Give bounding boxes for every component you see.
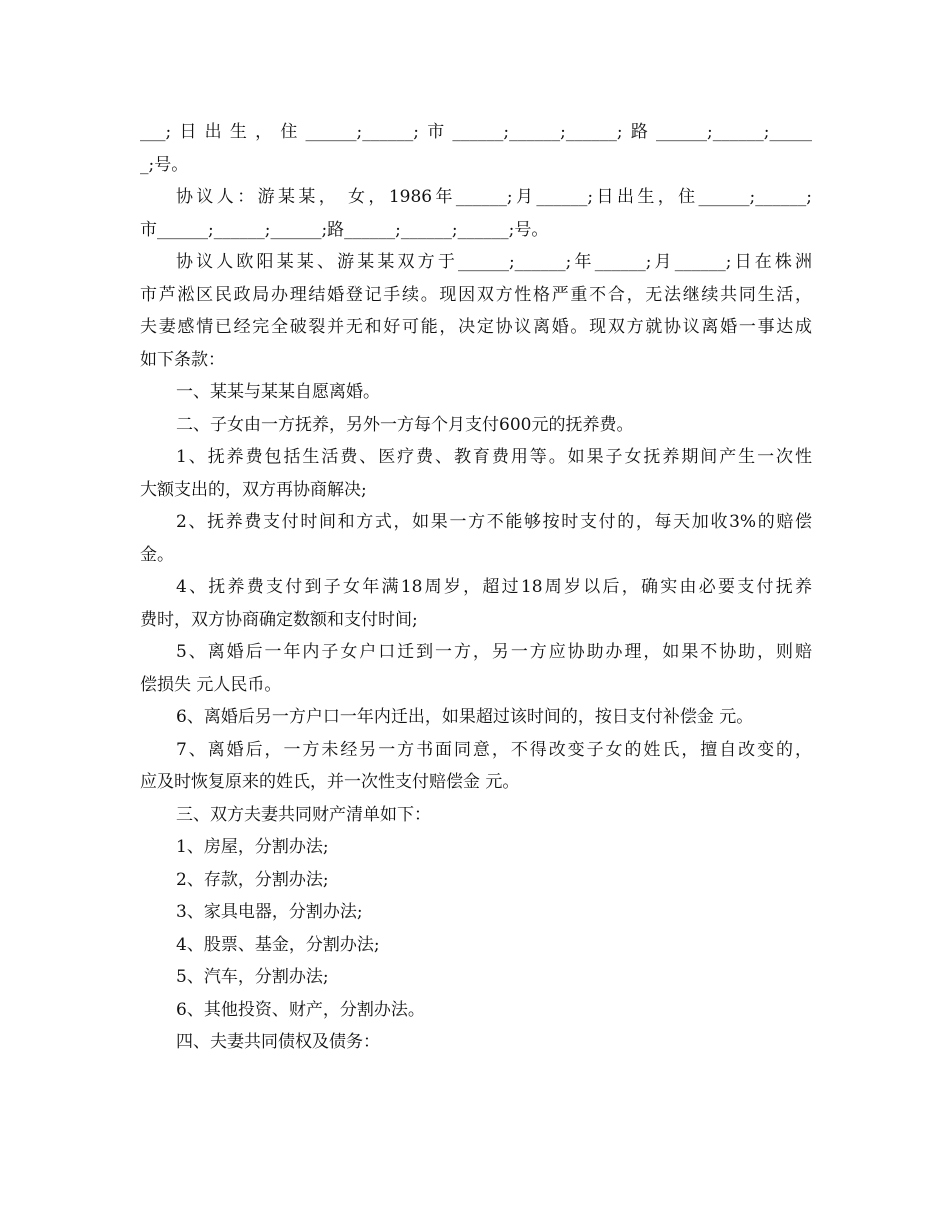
document-line: 协议人：游某某， 女，1986年______;月______;日出生，住______;______; — [176, 187, 812, 207]
document-line: 夫妻感情已经完全破裂并无和好可能，决定协议离婚。现双方就协议离婚一事达成 — [140, 317, 812, 337]
document-line: 1、抚养费包括生活费、医疗费、教育费用等。如果子女抚养期间产生一次性 — [176, 447, 812, 467]
document-line: 大额支出的，双方再协商解决; — [140, 479, 367, 500]
document-line: 协议人欧阳某某、游某某双方于______;______;年______;月______;日在株洲 — [176, 252, 812, 272]
document-page — [140, 116, 812, 1059]
document-line: 二、子女由一方抚养，另外一方每个月支付600元的抚养费。 — [176, 414, 634, 435]
document-line: 市______;______;______;路______;______;______;号。 — [140, 219, 549, 240]
document-line: 金。 — [140, 544, 174, 565]
document-line: 四、夫妻共同债权及债务： — [176, 1032, 380, 1052]
document-line: 费时，双方协商确定数额和支付时间; — [140, 609, 418, 630]
document-line: 3、家具电器，分割办法; — [176, 902, 363, 922]
document-line: 一、某某与某某自愿离婚。 — [176, 382, 380, 402]
document-line: 4、抚养费支付到子女年满18周岁，超过18周岁以后，确实由必要支付抚养 — [176, 577, 812, 597]
document-line: 5、离婚后一年内子女户口迁到一方，另一方应协助办理，如果不协助，则赔 — [176, 642, 812, 662]
document-line: 4、股票、基金，分割办法; — [176, 934, 380, 955]
document-line: 偿损失 元人民币。 — [140, 674, 282, 695]
document-line: 2、存款，分割办法; — [176, 869, 329, 890]
document-line: 6、其他投资、财产，分割办法。 — [176, 999, 425, 1020]
document-line: 5、汽车，分割办法; — [176, 967, 329, 987]
document-line: 6、离婚后另一方户口一年内迁出，如果超过该时间的，按日支付补偿金 元。 — [176, 707, 754, 727]
document-line: 7、离婚后，一方未经另一方书面同意，不得改变子女的姓氏，擅自改变的， — [176, 739, 812, 760]
document-line: ___;日出生，住______;______;市______;______;______;路______;______;_____ — [140, 122, 812, 142]
document-line: 1、房屋，分割办法; — [176, 837, 329, 857]
document-line: 市芦淞区民政局办理结婚登记手续。现因双方性格严重不合，无法继续共同生活， — [140, 284, 812, 305]
document-line: _;号。 — [140, 154, 189, 175]
document-line: 三、双方夫妻共同财产清单如下： — [176, 804, 431, 825]
document-line: 如下条款： — [140, 349, 225, 370]
document-line: 应及时恢复原来的姓氏，并一次性支付赔偿金 元。 — [140, 772, 520, 792]
document-line: 2、抚养费支付时间和方式，如果一方不能够按时支付的，每天加收3%的赔偿 — [176, 512, 812, 532]
